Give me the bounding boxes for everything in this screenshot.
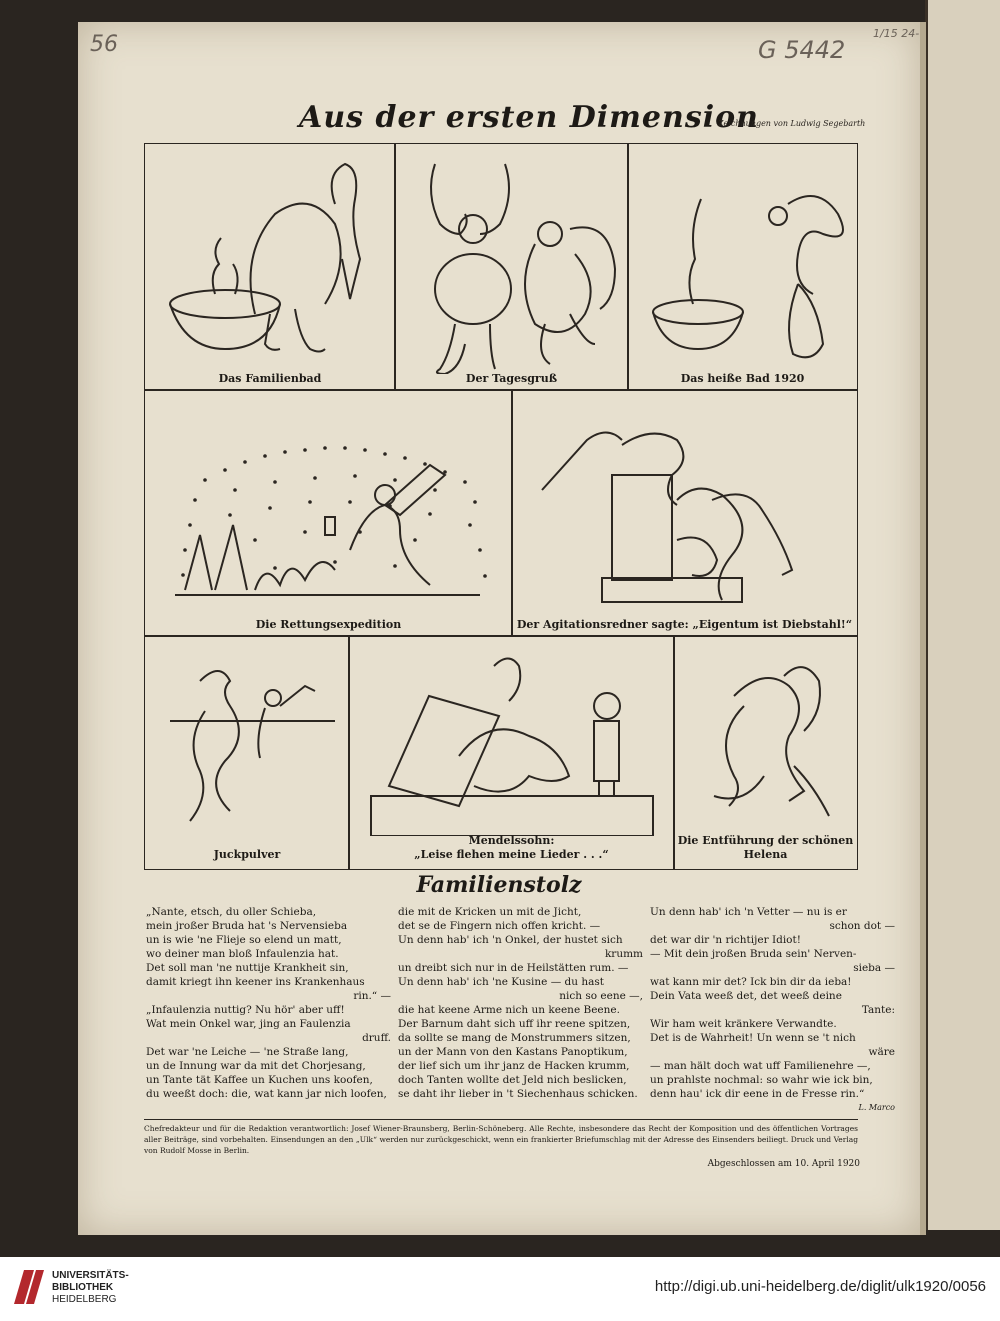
poem-line: un prahlste nochmal: so wahr wie ick bin, bbox=[650, 1074, 873, 1086]
poem-line: Dein Vata weeß det, det weeß deine bbox=[650, 990, 842, 1002]
poem-line: du weeßt doch: die, wat kann jar nich loofen, bbox=[146, 1088, 387, 1100]
imprint-divider bbox=[144, 1119, 858, 1120]
poem-line: „Nante, etsch, du oller Schieba, bbox=[146, 906, 317, 918]
poem-line: der lief sich um ihr janz de Hacken krumm, bbox=[398, 1060, 630, 1072]
poem-line: Tante: bbox=[861, 1004, 895, 1016]
cartoon-drawing bbox=[512, 390, 857, 615]
poem-line: un Tante tät Kaffee un Kuchen uns koofen, bbox=[146, 1074, 373, 1086]
poem-line: Det is de Wahrheit! Un wenn se 't nich bbox=[650, 1032, 856, 1044]
poem-line: die hat keene Arme nich un keene Beene. bbox=[398, 1004, 620, 1016]
cartoon-rettungsexpedition bbox=[144, 389, 513, 637]
library-logo-text: UNIVERSITÄTS- BIBLIOTHEK HEIDELBERG bbox=[52, 1270, 129, 1305]
pencil-shelfmark: G 5442 bbox=[758, 36, 846, 64]
poem-line: druff. bbox=[362, 1032, 391, 1044]
poem-line: se daht ihr lieber in 't Siechenhaus schicken. bbox=[398, 1088, 638, 1100]
poem-line: det war dir 'n richtijer Idiot! bbox=[650, 934, 801, 946]
permalink-url[interactable]: http://digi.ub.uni-heidelberg.de/diglit/ulk1920/0056 bbox=[654, 1278, 986, 1295]
caption-juckpulver: Juckpulver bbox=[213, 848, 281, 861]
poem-line: da sollte se mang de Monstrummers sitzen, bbox=[398, 1032, 631, 1044]
pencil-page-number: 56 bbox=[90, 32, 118, 57]
cartoon-entfuehrung-helena bbox=[673, 635, 858, 870]
poem-line: „Infaulenzia nuttig? Nu hör' aber uff! bbox=[146, 1004, 345, 1016]
caption-heisses-bad: Das heiße Bad 1920 bbox=[680, 372, 805, 385]
cartoon-tagesgruss bbox=[394, 143, 629, 391]
poem-column-1 bbox=[146, 905, 391, 1101]
cartoon-mendelssohn bbox=[348, 635, 675, 870]
poem-column-3 bbox=[650, 905, 895, 1115]
poem-line: un der Mann von den Kastans Panoptikum, bbox=[398, 1046, 628, 1058]
caption-mendelssohn-name: Mendelssohn: bbox=[468, 834, 555, 847]
poem-line: Un denn hab' ich 'n Onkel, der hustet sich bbox=[398, 934, 623, 946]
cartoon-drawing bbox=[145, 636, 349, 836]
caption-rettungsexpedition: Die Rettungsexpedition bbox=[255, 618, 402, 631]
poem-line: Wir ham weit kränkere Verwandte. bbox=[650, 1018, 837, 1030]
poem-line: un de Innung war da mit det Chorjesang, bbox=[146, 1060, 366, 1072]
poem-line: Det war 'ne Leiche — 'ne Straße lang, bbox=[146, 1046, 349, 1058]
cartoon-agitationsredner bbox=[511, 389, 858, 637]
poem-line: Un denn hab' ich 'ne Kusine — du hast bbox=[398, 976, 604, 988]
poem-line: un is wie 'ne Flieje so elend un matt, bbox=[146, 934, 342, 946]
cartoon-drawing bbox=[145, 390, 512, 615]
caption-familienbad: Das Familienbad bbox=[218, 372, 322, 385]
cartoon-familienbad bbox=[144, 143, 396, 391]
poem-line: Der Barnum daht sich uff ihr reene spitzen, bbox=[398, 1018, 631, 1030]
illustrator-credit: Zeichnungen von Ludwig Segebarth bbox=[718, 119, 866, 128]
viewer-footer bbox=[0, 1257, 1000, 1321]
poem-title: Familienstolz bbox=[416, 872, 582, 898]
poem-line: krumm bbox=[604, 948, 643, 960]
newspaper-page bbox=[78, 22, 926, 1235]
pencil-corner-note: 1/15 24- bbox=[873, 27, 920, 40]
poem-line: det se de Fingern nich offen kricht. — bbox=[398, 920, 601, 932]
caption-helena-line2: Helena bbox=[743, 848, 788, 861]
poem-line: wat kann mir det? Ick bin dir da ieba! bbox=[650, 976, 852, 988]
caption-tagesgruss: Der Tagesgruß bbox=[465, 372, 558, 385]
poem-line: wäre bbox=[868, 1046, 895, 1058]
cartoon-drawing bbox=[674, 636, 857, 836]
poem-line: Wat mein Onkel war, jing an Faulenzia bbox=[146, 1018, 351, 1030]
poem-line: Un denn hab' ich 'n Vetter — nu is er bbox=[650, 906, 847, 918]
poem-line: nich so eene —, bbox=[559, 990, 643, 1002]
poem-line: denn hau' ick dir eene in de Fresse rin.“ bbox=[650, 1088, 865, 1100]
poem-line: die mit de Kricken un mit de Jicht, bbox=[398, 906, 582, 918]
adjacent-page-edge bbox=[925, 0, 1000, 1230]
poem-line: un dreibt sich nur in de Heilstätten rum. — bbox=[398, 962, 629, 974]
cartoon-juckpulver bbox=[144, 635, 350, 870]
caption-agitationsredner: Der Agitationsredner sagte: „Eigentum ist Diebstahl!“ bbox=[516, 618, 853, 631]
poem-line: — man hält doch wat uff Familienehre —, bbox=[650, 1060, 871, 1072]
poem-line: Det soll man 'ne nuttije Krankheit sin, bbox=[146, 962, 349, 974]
poem-column-2 bbox=[398, 905, 643, 1101]
cartoon-drawing bbox=[628, 144, 857, 374]
cartoon-drawing bbox=[349, 636, 674, 836]
poem-line: doch Tanten wollte det Jeld nich beslicken, bbox=[398, 1074, 627, 1086]
imprint-text: Chefredakteur und für die Redaktion verantwortlich: Josef Wiener-Braunsberg, Berlin-Schöneberg. Alle Rechte, insbesondere das Recht der Komposition und des öffentlichen Vortrages aller Beiträge, sind vorbehalten. Einsendungen an den „Ulk“ werden nur zurückgeschickt, wenn ein frankierter Briefumschlag mit der Adresse des Einsenders beiliegt. Druck und Verlag von Rudolf Mosse in Berlin. bbox=[144, 1124, 858, 1155]
library-logo-icon bbox=[12, 1268, 46, 1306]
cartoon-drawing bbox=[145, 144, 395, 374]
caption-mendelssohn-quote: „Leise flehen meine Lieder . . .“ bbox=[414, 848, 609, 861]
poem-line: wo deiner man bloß Infaulenzia hat. bbox=[146, 948, 339, 960]
closing-date: Abgeschlossen am 10. April 1920 bbox=[707, 1159, 860, 1169]
cartoon-drawing bbox=[395, 144, 628, 374]
poem-line: — Mit dein jroßen Bruda sein' Nerven- bbox=[650, 948, 857, 960]
page-title: Aus der ersten Dimension bbox=[299, 100, 759, 135]
poem-line: rin.“ — bbox=[353, 990, 391, 1002]
cartoon-heisses-bad bbox=[627, 143, 858, 391]
caption-helena-line1: Die Entführung der schönen bbox=[677, 834, 854, 847]
poem-line: mein jroßer Bruda hat 's Nervensieba bbox=[146, 920, 348, 932]
poem-line: sieba — bbox=[853, 962, 895, 974]
poem-signature: L. Marco bbox=[858, 1103, 895, 1112]
poem-line: damit kriegt ihn keener ins Krankenhaus bbox=[146, 976, 365, 988]
poem-line: schon dot — bbox=[829, 920, 895, 932]
